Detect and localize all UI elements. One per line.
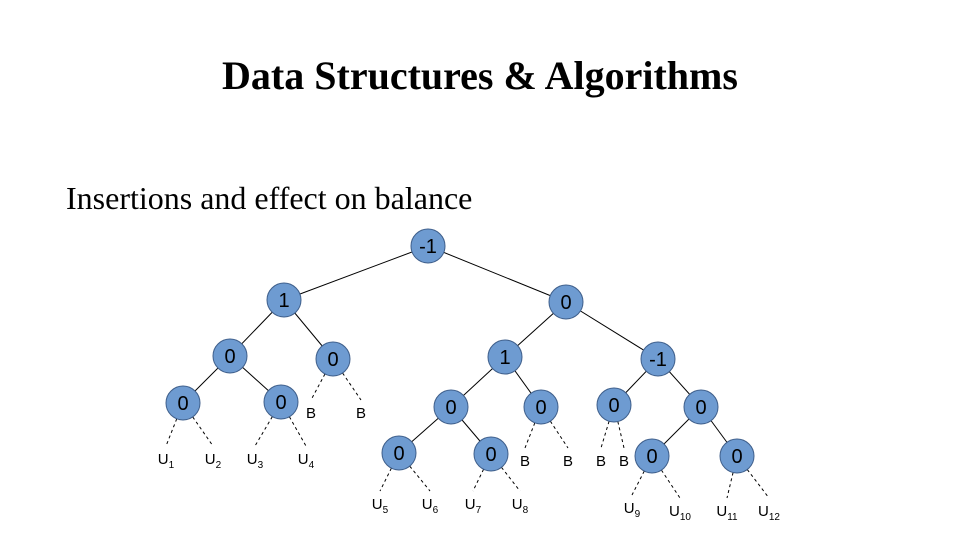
leaf-base-text: U [297,451,309,468]
tree-node [316,342,350,376]
leaf-subscript: 7 [475,505,482,516]
tree-node [382,436,416,470]
node-balance-label: 0 [731,446,743,468]
leaf-edge [343,373,361,400]
node-balance-label: 0 [485,444,497,466]
node-balance-label: 0 [224,346,236,368]
leaf-subscript: 5 [382,505,389,516]
leaf-base-text: U [246,451,258,468]
node-balance-label: 0 [535,397,547,419]
leaf-subscript: 10 [679,512,691,523]
leaf-edge [727,473,733,498]
leaf-base-text: B [595,453,607,470]
subtree-label [465,496,482,516]
leaf-base-text: U [371,496,383,513]
leaf-edge [747,470,769,498]
tree-nodes [166,229,754,473]
tree-edge [284,246,428,300]
leaf-edge [525,423,535,448]
subtree-label [372,496,389,516]
leaf-base-text: U [421,496,433,513]
leaf-base-text: U [623,500,635,517]
leaf-subscript: 9 [634,509,641,520]
node-balance-label: 0 [646,446,658,468]
leaf-edge [661,470,680,498]
subtree-label [512,496,529,516]
node-balance-label: 0 [695,397,707,419]
leaf-edge [473,469,484,491]
leaf-base-text: U [204,451,216,468]
balanced-marker [356,405,366,422]
subtree-label [624,500,641,520]
tree-node [411,229,445,263]
leaf-base-text: B [519,453,531,470]
subtree-label [422,496,439,516]
tree-node [434,390,468,424]
leaf-subscript: 12 [768,512,780,523]
leaf-base-text: U [464,496,476,513]
tree-node [549,285,583,319]
leaf-base-text: B [305,405,317,422]
leaf-base-text: U [669,503,680,520]
subtree-label [758,503,780,523]
tree-node [264,385,298,419]
leaf-subscript: 4 [308,460,315,471]
balanced-marker [306,405,316,422]
node-balance-label: 0 [560,292,572,314]
node-balance-label: -1 [649,349,667,371]
leaf-edge [166,419,177,446]
balanced-marker [619,453,629,470]
leaf-subscript: 2 [215,460,222,471]
tree-node [524,390,558,424]
balanced-marker [596,453,606,470]
subtree-label [205,451,222,471]
leaf-base-text: B [618,453,630,470]
node-balance-label: -1 [419,236,437,258]
subtree-label [247,451,264,471]
leaf-edge [501,467,520,491]
leaf-subscript: 11 [727,512,738,523]
tree-node [641,342,675,376]
slide-subtitle: Insertions and effect on balance [66,180,473,216]
subtree-label [716,503,738,523]
node-balance-label: 0 [327,349,339,371]
leaf-base-text: U [157,451,169,468]
leaf-subscript: 8 [522,505,529,516]
tree-node [635,439,669,473]
tree-node [488,340,522,374]
leaf-edge [289,417,306,446]
leaf-subscript: 6 [432,505,439,516]
leaf-edge [311,374,325,400]
node-balance-label: 1 [499,347,511,369]
leaf-edge [410,466,430,491]
node-balance-label: 0 [275,392,287,414]
subtree-label [298,451,315,471]
leaf-edge [193,417,213,446]
node-balance-label: 0 [177,393,189,415]
leaf-edge [632,471,644,495]
balanced-marker [520,453,530,470]
tree-node [684,390,718,424]
leaf-subscript: 3 [257,460,264,471]
node-balance-label: 0 [393,443,405,465]
tree-node [720,439,754,473]
leaf-edge [550,421,568,448]
leaf-edge [380,468,391,491]
leaf-base-text: U [716,503,728,520]
node-balance-label: 0 [445,397,457,419]
tree-edge [428,246,566,302]
leaf-base-text: B [562,453,574,470]
subtree-label [669,503,691,523]
tree-node [267,283,301,317]
leaf-subscript: 1 [168,460,175,471]
leaf-base-text: U [758,503,769,520]
leaf-base-text: B [355,405,367,422]
leaf-edge [255,417,272,446]
tree-node [166,386,200,420]
slide-title: Data Structures & Algorithms [222,53,738,98]
tree-node [213,339,247,373]
leaf-base-text: U [511,496,523,513]
leaf-edge [618,422,624,448]
node-balance-label: 0 [608,395,620,417]
node-balance-label: 1 [278,290,290,312]
leaf-edge [601,421,609,448]
subtree-label [158,451,175,471]
tree-node [597,388,631,422]
balanced-marker [563,453,573,470]
tree-node [474,437,508,471]
tree-leaves [158,405,781,523]
